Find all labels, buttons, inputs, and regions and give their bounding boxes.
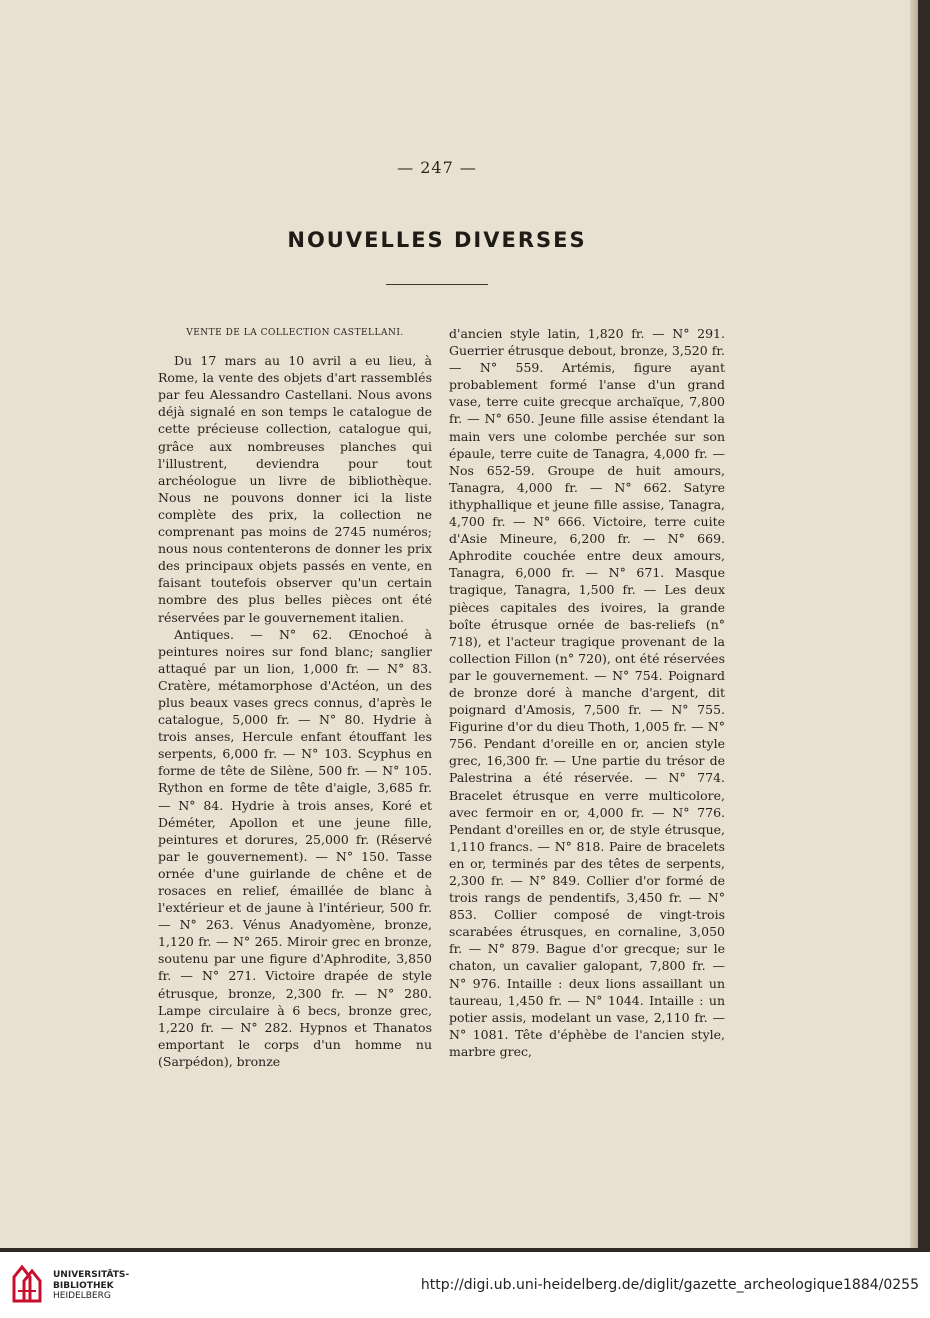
page-edge bbox=[910, 0, 918, 1248]
source-url-link[interactable]: http://digi.ub.uni-heidelberg.de/diglit/gazette_archeologique1884/0255 bbox=[420, 1277, 919, 1293]
title-divider bbox=[386, 284, 488, 285]
digitization-footer bbox=[0, 1252, 930, 1318]
university-library-logo-icon bbox=[10, 1261, 44, 1307]
paragraph-antiques: Antiques. — N° 62. Œnochoé à peintures noires sur fond blanc; sanglier attaqué par un lion, 1,000 fr. — N° 83. Cratère, métamorphose d'Actéon, un des plus beaux vases grecs connus, d'après le catalogue, 5,000 fr. — N° 80. Hydrie à trois anses, Hercule enfant étouffant les serpents, 6,000 fr. — N° 103. Scyphus en forme de tête de Silène, 500 fr. — N° 105. Rython en forme de tête d'aigle, 3,685 fr. — N° 84. Hydrie à trois anses, Koré et Déméter, Apollon et une jeune fille, peintures et dorures, 25,000 fr. (Réservé par le gouvernement). — N° 150. Tasse ornée d'une guirlande de chêne et de rosaces en relief, émaillée de blanc à l'extérieur et de jaune à l'intérieur, 500 fr. — N° 263. Vénus Anadyomène, bronze, 1,120 fr. — N° 265. Miroir grec en bronze, soutenu par une figure d'Aphrodite, 3,850 fr. — N° 271. Victoire drapée de style étrusque, bronze, 2,300 fr. — N° 280. Lampe circulaire à 6 becs, bronze grec, 1,220 fr. — N° 282. Hypnos et Thanatos emportant le corps d'un homme nu (Sarpédon), bronze bbox=[158, 626, 432, 1069]
section-heading: VENTE DE LA COLLECTION CASTELLANI. bbox=[186, 328, 404, 338]
left-column bbox=[158, 325, 432, 1070]
library-line: UNIVERSITÄTS- bbox=[53, 1270, 130, 1280]
paragraph-continued: d'ancien style latin, 1,820 fr. — N° 291. Guerrier étrusque debout, bronze, 3,520 fr. — N° 559. Artémis, figure ayant probablement formé l'anse d'un grand vase, terre cuite grecque archaïque, 7,800 fr. — N° 650. Jeune fille assise étendant la main vers une colombe perchée sur son épaule, terre cuite de Tanagra, 4,000 fr. — Nos 652-59. Groupe de huit amours, Tanagra, 4,000 fr. — N° 662. Satyre ithyphallique et jeune fille assise, Tanagra, 4,700 fr. — N° 666. Victoire, terre cuite d'Asie Mineure, 6,200 fr. — N° 669. Aphrodite couchée entre deux amours, Tanagra, 6,000 fr. — N° 671. Masque tragique, Tanagra, 1,500 fr. — Les deux pièces capitales des ivoires, la grande boîte étrusque ornée de bas-reliefs (n° 718), et l'acteur tragique provenant de la collection Fillon (n° 720), ont été réservées par le gouvernement. — N° 754. Poignard de bronze doré à manche d'argent, dit poignard d'Amosis, 7,500 fr. — N° 755. Figurine d'or du dieu Thoth, 1,005 fr. — N° 756. Pendant d'oreille en or, ancien style grec, 16,300 fr. — Une partie du trésor de Palestrina a été réservée. — N° 774. Bracelet étrusque en verre multicolore, avec fermoir en or, 4,000 fr. — N° 776. Pendant d'oreilles en or, de style étrusque, 1,110 francs. — N° 818. Paire de bracelets en or, terminés par des têtes de serpents, 2,300 fr. — N° 849. Collier d'or formé de trois rangs de pendentifs, 3,450 fr. — N° 853. Collier composé de vingt-trois scarabées étrusques, en cornaline, 3,050 fr. — N° 879. Bague d'or grecque; sur le chaton, un cavalier galopant, 7,800 fr. — N° 976. Intaille : deux lions assaillant un taureau, 1,450 fr. — N° 1044. Intaille : un potier assis, modelant un vase, 2,110 fr. — N° 1081. Tête d'éphèbe de l'ancien style, marbre grec, bbox=[449, 326, 725, 1059]
page-title: NOUVELLES DIVERSES bbox=[287, 228, 587, 252]
library-line: HEIDELBERG bbox=[53, 1291, 111, 1301]
library-line: BIBLIOTHEK bbox=[53, 1280, 114, 1291]
paragraph-intro: Du 17 mars au 10 avril a eu lieu, à Rome, la vente des objets d'art rassemblés par feu Alessandro Castellani. Nous avons déjà signalé en son temps le catalogue de cette précieuse collection, catalogue qui, grâce aux nombreuses planches qui l'illustrent, deviendra pour tout archéologue un livre de bibliothèque. Nous ne pouvons donner ici la liste complète des prix, la collection ne comprenant pas moins de 2745 numéros; nous nous contenterons de donner les prix des principaux objets passés en vente, en faisant toutefois observer qu'un certain nombre des plus belles pièces ont été réservées par le gouvernement italien. bbox=[158, 353, 432, 625]
library-name bbox=[53, 1270, 129, 1302]
right-column bbox=[449, 325, 725, 1060]
page-number: — 247 — bbox=[397, 158, 477, 177]
